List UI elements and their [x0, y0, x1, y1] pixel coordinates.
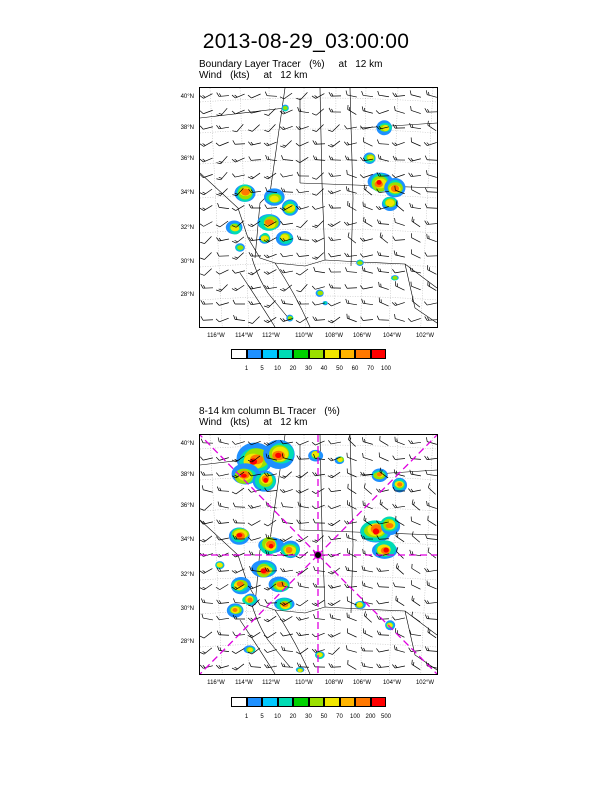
colorbar-label: 1 [244, 714, 249, 720]
wind-barbs [200, 90, 437, 325]
colorbar-label: 20 [289, 714, 297, 720]
panel1-colorbar [231, 349, 386, 359]
colorbar-label: 40 [320, 366, 328, 372]
lat-tick-label: 38°N [180, 472, 194, 478]
colorbar-label: 10 [274, 714, 281, 720]
colorbar-swatch [340, 349, 356, 359]
colorbar-swatch [262, 697, 278, 707]
colorbar-label: 500 [380, 714, 391, 720]
colorbar-label: 30 [305, 714, 312, 720]
colorbar-swatch [355, 349, 371, 359]
colorbar-swatch [231, 349, 247, 359]
panel1-wind-unit: (kts) [230, 70, 250, 81]
lat-tick-label: 40°N [180, 94, 194, 100]
colorbar-swatch [324, 349, 340, 359]
colorbar-swatch [278, 349, 294, 359]
lat-tick-label: 28°N [180, 292, 194, 298]
colorbar-label: 20 [289, 366, 297, 372]
colorbar-swatch [278, 697, 294, 707]
lon-tick-label: 106°W [352, 680, 372, 686]
panel2-wind-unit: (kts) [230, 417, 250, 428]
lon-tick-label: 106°W [352, 333, 372, 339]
colorbar-label: 50 [336, 366, 343, 372]
lon-tick-label: 116°W [207, 680, 225, 686]
panel1-wind-level: 12 km [280, 70, 308, 81]
colorbar-label: 70 [336, 714, 343, 720]
lat-tick-label: 34°N [180, 190, 194, 196]
lon-tick-label: 104°W [382, 680, 402, 686]
panel1-field-at: at [338, 59, 347, 70]
lon-tick-label: 110°W [295, 680, 313, 686]
colorbar-swatch [340, 697, 356, 707]
panel2-colorbar [231, 697, 386, 707]
colorbar-label: 70 [367, 366, 374, 372]
colorbar-swatch [247, 349, 263, 359]
colorbar-swatch [262, 349, 278, 359]
lat-tick-label: 32°N [180, 572, 194, 578]
lat-tick-label: 32°N [180, 225, 194, 231]
colorbar-swatch [293, 349, 309, 359]
colorbar-label: 60 [351, 366, 359, 372]
panel2-title [199, 406, 340, 428]
colorbar-swatch [324, 697, 340, 707]
panel1-wind-name: Wind [199, 70, 222, 81]
lon-tick-label: 112°W [262, 333, 280, 339]
lat-tick-label: 36°N [180, 156, 194, 162]
map-canvas [200, 88, 437, 327]
colorbar-swatch [309, 697, 325, 707]
colorbar-label: 50 [320, 714, 328, 720]
map-canvas [200, 435, 437, 674]
map-panel-column-bl-tracer [199, 434, 438, 675]
lon-tick-label: 102°W [415, 333, 435, 339]
lat-tick-label: 34°N [180, 537, 194, 543]
colorbar-swatch [371, 349, 387, 359]
lon-tick-label: 110°W [295, 333, 313, 339]
panel1-field-name: Boundary Layer Tracer [199, 59, 301, 70]
colorbar-swatch [355, 697, 371, 707]
lon-tick-label: 112°W [262, 680, 280, 686]
lon-tick-label: 108°W [324, 333, 344, 339]
colorbar-swatch [231, 697, 247, 707]
lat-tick-label: 36°N [180, 503, 194, 509]
map-panel-boundary-layer-tracer [199, 87, 438, 328]
colorbar-swatch [247, 697, 263, 707]
colorbar-label: 10 [274, 366, 281, 372]
lat-tick-label: 40°N [180, 441, 194, 447]
lat-tick-label: 30°N [180, 606, 194, 612]
page-title: 2013-08-29_03:00:00 [202, 30, 410, 53]
colorbar-swatch [309, 349, 325, 359]
lat-tick-label: 38°N [180, 125, 194, 131]
lat-tick-label: 28°N [180, 639, 194, 645]
lon-tick-label: 102°W [415, 680, 435, 686]
panel1-wind-at: at [263, 70, 272, 81]
colorbar-label: 5 [260, 366, 264, 372]
lat-tick-label: 30°N [180, 259, 194, 265]
lon-tick-label: 116°W [207, 333, 225, 339]
panel2-field-unit: (%) [324, 406, 340, 417]
panel2-wind-at: at [263, 417, 272, 428]
panel2-wind-level: 12 km [280, 417, 308, 428]
colorbar-label: 5 [260, 714, 264, 720]
lon-tick-label: 114°W [235, 333, 253, 339]
panel1-field-level: 12 km [355, 59, 383, 70]
panel1-field-unit: (%) [309, 59, 325, 70]
colorbar-swatch [371, 697, 387, 707]
lon-tick-label: 108°W [324, 680, 344, 686]
colorbar-label: 200 [365, 714, 376, 720]
colorbar-swatch [293, 697, 309, 707]
panel2-field-name: 8-14 km column BL Tracer [199, 406, 316, 417]
colorbar-label: 30 [305, 366, 312, 372]
colorbar-label: 1 [244, 366, 249, 372]
lon-tick-label: 114°W [235, 680, 253, 686]
panel2-wind-name: Wind [199, 417, 222, 428]
panel1-title [199, 59, 382, 81]
colorbar-label: 100 [349, 714, 360, 720]
tracer-field [215, 440, 407, 673]
lon-tick-label: 104°W [382, 333, 402, 339]
source-point-marker [315, 552, 322, 559]
colorbar-label: 100 [380, 366, 391, 372]
